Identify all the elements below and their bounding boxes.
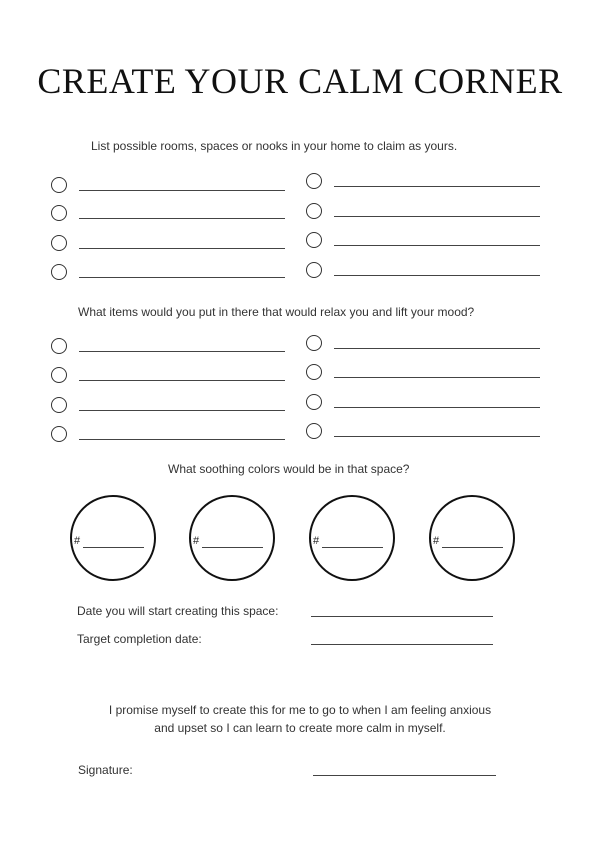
items-answer-line-left-1[interactable]	[79, 351, 285, 352]
items-answer-line-right-4[interactable]	[334, 436, 540, 437]
rooms-checkbox-right-3[interactable]	[306, 232, 322, 248]
start-date-label: Date you will start creating this space:	[77, 604, 279, 618]
items-answer-line-right-1[interactable]	[334, 348, 540, 349]
rooms-answer-line-left-1[interactable]	[79, 190, 285, 191]
rooms-answer-line-left-2[interactable]	[79, 218, 285, 219]
items-checkbox-right-2[interactable]	[306, 364, 322, 380]
color-swatch-circle-2[interactable]	[189, 495, 275, 581]
color-hex-field-4[interactable]	[442, 547, 503, 548]
items-answer-line-right-2[interactable]	[334, 377, 540, 378]
color-swatch-circle-1[interactable]	[70, 495, 156, 581]
rooms-checkbox-left-2[interactable]	[51, 205, 67, 221]
rooms-checkbox-right-1[interactable]	[306, 173, 322, 189]
target-date-field[interactable]	[311, 644, 493, 645]
promise-line-2: and upset so I can learn to create more calm in myself.	[154, 721, 446, 735]
color-hex-field-3[interactable]	[322, 547, 383, 548]
items-checkbox-left-2[interactable]	[51, 367, 67, 383]
color-swatch-circle-3[interactable]	[309, 495, 395, 581]
page-title: CREATE YOUR CALM CORNER	[37, 61, 563, 101]
rooms-answer-line-right-2[interactable]	[334, 216, 540, 217]
items-checkbox-right-3[interactable]	[306, 394, 322, 410]
color-hash-symbol-1: #	[74, 535, 81, 547]
start-date-field[interactable]	[311, 616, 493, 617]
target-date-label: Target completion date:	[77, 632, 202, 646]
rooms-answer-line-right-3[interactable]	[334, 245, 540, 246]
colors-prompt: What soothing colors would be in that space?	[168, 462, 410, 476]
items-checkbox-left-4[interactable]	[51, 426, 67, 442]
items-checkbox-left-3[interactable]	[51, 397, 67, 413]
items-checkbox-left-1[interactable]	[51, 338, 67, 354]
color-swatch-circle-4[interactable]	[429, 495, 515, 581]
items-checkbox-right-1[interactable]	[306, 335, 322, 351]
signature-field[interactable]	[313, 775, 496, 776]
signature-label: Signature:	[78, 763, 133, 777]
items-checkbox-right-4[interactable]	[306, 423, 322, 439]
items-prompt: What items would you put in there that would relax you and lift your mood?	[78, 305, 475, 319]
rooms-checkbox-left-3[interactable]	[51, 235, 67, 251]
promise-text	[0, 701, 600, 737]
rooms-checkbox-left-1[interactable]	[51, 177, 67, 193]
color-hex-field-1[interactable]	[83, 547, 144, 548]
color-hash-symbol-3: #	[313, 535, 320, 547]
color-hash-symbol-4: #	[433, 535, 440, 547]
items-answer-line-left-4[interactable]	[79, 439, 285, 440]
rooms-answer-line-left-4[interactable]	[79, 277, 285, 278]
color-hash-symbol-2: #	[193, 535, 200, 547]
rooms-prompt: List possible rooms, spaces or nooks in your home to claim as yours.	[91, 139, 458, 153]
rooms-answer-line-right-1[interactable]	[334, 186, 540, 187]
rooms-checkbox-right-4[interactable]	[306, 262, 322, 278]
rooms-answer-line-right-4[interactable]	[334, 275, 540, 276]
items-answer-line-left-2[interactable]	[79, 380, 285, 381]
color-hex-field-2[interactable]	[202, 547, 263, 548]
items-answer-line-left-3[interactable]	[79, 410, 285, 411]
rooms-checkbox-left-4[interactable]	[51, 264, 67, 280]
promise-line-1: I promise myself to create this for me to go to when I am feeling anxious	[108, 703, 492, 717]
items-answer-line-right-3[interactable]	[334, 407, 540, 408]
rooms-checkbox-right-2[interactable]	[306, 203, 322, 219]
rooms-answer-line-left-3[interactable]	[79, 248, 285, 249]
